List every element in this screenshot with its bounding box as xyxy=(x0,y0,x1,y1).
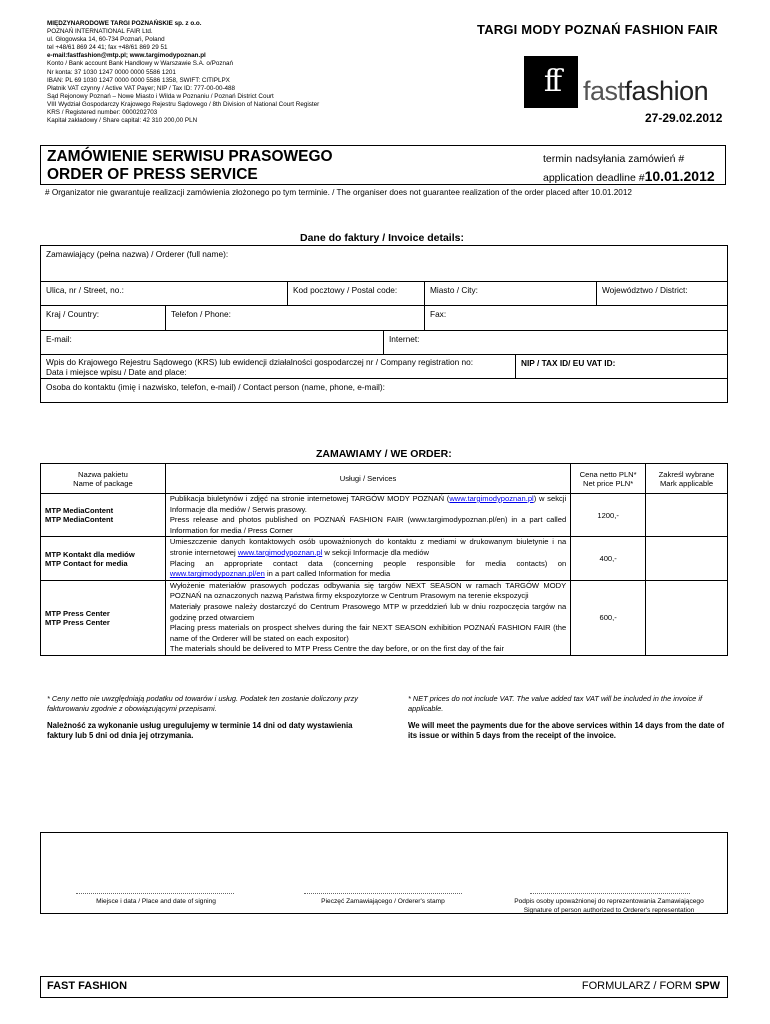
service-description: Publikacja biuletynów i zdjęć na stronie internetowej TARGÓW MODY POZNAŃ (www.targimodypoznan.pl) w sekcji Informacje dla mediów / Serwis prasowy. Press release and photos published on POZNAŃ FASHION FAIR (www.targimodypoznan.pl/en) in a part called Information for media / Press Corner xyxy=(165,494,570,537)
service-price: 600,- xyxy=(571,580,646,655)
company-phone-fax: tel +48/61 869 24 41; fax +48/61 869 29 51 xyxy=(47,44,168,52)
price-footnote-en: * NET prices do not include VAT. The value added tax VAT will be included in the invoice if applicable. xyxy=(408,694,703,713)
package-name: MTP MediaContent MTP MediaContent xyxy=(41,494,166,537)
email-field[interactable]: E-mail: xyxy=(46,334,72,344)
company-email-web: e-mail:fastfashion@mtp.pl; www.targimodypoznan.pl xyxy=(47,52,206,60)
internet-field[interactable]: Internet: xyxy=(383,331,727,354)
street-field[interactable]: Ulica, nr / Street, no.: xyxy=(46,285,124,295)
mark-header: Zakreśl wybrane Mark applicable xyxy=(646,464,728,494)
invoice-section-title: Dane do faktury / Invoice details: xyxy=(300,232,464,244)
signature-label: Podpis osoby upoważnionej do reprezentowania Zamawiającego Signature of person authorized to Orderer's representation xyxy=(514,898,704,914)
company-name-pl: MIĘDZYNARODOWE TARGI POZNAŃSKIE sp. z o.o. xyxy=(47,20,202,27)
city-field[interactable]: Miasto / City: xyxy=(424,282,596,305)
place-date-label: Miejsce i data / Place and date of signing xyxy=(96,898,216,905)
mark-checkbox[interactable] xyxy=(646,537,728,580)
email-row xyxy=(41,331,727,355)
mark-checkbox[interactable] xyxy=(646,580,728,655)
package-name: MTP Press Center MTP Press Center xyxy=(41,580,166,655)
company-capital: Kapitał zakładowy / Share capital: 42 310 200,00 PLN xyxy=(47,117,198,125)
payment-terms-pl: Należność za wykonanie usług uregulujemy w terminie 14 dni od daty wystawienia faktury lub 5 dni od dnia jej otrzymania. xyxy=(47,721,353,740)
price-footnote-pl: * Ceny netto nie uwzględniają podatku od towarów i usług. Podatek ten zostanie doliczony przy fakturowaniu zgodnie z obowiązującymi przepisami. xyxy=(47,694,359,713)
orderer-row[interactable] xyxy=(41,246,727,282)
deadline-en-text: application deadline # xyxy=(543,172,645,184)
logo-fashion: fashion xyxy=(624,76,709,106)
deadline-note: # Organizator nie gwarantuje realizacji zamówienia złożonego po tym terminie. / The organiser does not guarantee realization of the order placed after 10.01.2012 xyxy=(45,188,632,197)
deadline-label-en xyxy=(543,168,715,184)
table-row xyxy=(41,537,728,580)
mark-checkbox[interactable] xyxy=(646,494,728,537)
krs-label: Wpis do Krajowego Rejestru Sądowego (KRS) lub ewidencji działalności gospodarczej nr / Company registration no: xyxy=(46,357,474,367)
order-title-en: ORDER OF PRESS SERVICE xyxy=(47,166,258,183)
logo-fast: fast xyxy=(583,76,625,106)
fair-title: TARGI MODY POZNAŃ FASHION FAIR xyxy=(477,22,718,37)
we-order-title: ZAMAWIAMY / WE ORDER: xyxy=(316,448,452,460)
website-link[interactable]: www.targimodypoznan.pl xyxy=(449,494,534,503)
place-date-line xyxy=(76,893,234,894)
order-title-pl: ZAMÓWIENIE SERWISU PRASOWEGO xyxy=(47,148,333,165)
company-krs: KRS / Registered number: 0000202703 xyxy=(47,109,158,117)
package-header: Nazwa pakietu Name of package xyxy=(41,464,166,494)
footer-form-label: FORMULARZ / FORM SPW xyxy=(581,980,720,992)
website-link-en[interactable]: www.targimodypoznan.pl/en xyxy=(169,569,265,579)
invoice-form xyxy=(40,245,728,403)
postal-code-field[interactable]: Kod pocztowy / Postal code: xyxy=(287,282,424,305)
stamp-label: Pieczęć Zamawiającego / Orderer's stamp xyxy=(321,898,445,905)
website-link[interactable]: www.targimodypoznan.pl xyxy=(237,547,323,557)
district-field[interactable]: Województwo / District: xyxy=(596,282,727,305)
service-price: 400,- xyxy=(571,537,646,580)
signature-line xyxy=(530,893,690,894)
form-code: SPW xyxy=(694,980,720,992)
orderer-field[interactable]: Zamawiający (pełna nazwa) / Orderer (full name): xyxy=(46,249,229,259)
fax-field[interactable]: Fax: xyxy=(424,306,727,330)
service-price: 1200,- xyxy=(571,494,646,537)
country-row xyxy=(41,306,727,331)
stamp-line xyxy=(304,893,462,894)
phone-field[interactable]: Telefon / Phone: xyxy=(165,306,424,330)
package-name: MTP Kontakt dla mediów MTP Contact for media xyxy=(41,537,166,580)
registration-row xyxy=(41,355,727,379)
krs-field[interactable] xyxy=(41,355,515,378)
krs-date-label: Data i miejsce wpisu / Date and place: xyxy=(46,367,187,377)
company-court-division: VIII Wydział Gospodarczy Krajowego Rejestru Sądowego / 8th Division of National Court Register xyxy=(47,100,320,108)
table-row xyxy=(41,494,728,537)
service-description: Wyłożenie materiałów prasowych podczas odbywania się targów NEXT SEASON w ramach TARGÓW MODY POZNAŃ na oznaczonych nazwą Państwa firmy ekspozytorze w Centrum Prasowym na terenie ekspozycji Materiały prasowe należy dostarczyć do Centrum Prasowego MTP w przeddzień lub w dniu rozpoczęcia targów na godzinę przed otwarciem Placing press materials on prospect shelves during the fair NEXT SEASON exhibition POZNAŃ FASHION FAIR (the name of the Orderer will be stated on each expositor) The materials should be delivered to MTP Press Centre the day before, or on the first day of the fair xyxy=(165,580,570,655)
country-field[interactable]: Kraj / Country: xyxy=(46,309,100,319)
nip-field[interactable]: NIP / TAX ID/ EU VAT ID: xyxy=(515,355,727,378)
company-bank: Konto / Bank account Bank Handlowy w Warszawie S.A. o/Poznań xyxy=(47,60,233,68)
contact-person-field[interactable]: Osoba do kontaktu (imię i nazwisko, telefon, e-mail) / Contact person (name, phone, e-mail): xyxy=(46,382,385,392)
company-account: Nr konta: 37 1030 1247 0000 0000 5586 1201 xyxy=(47,68,176,76)
table-row xyxy=(41,580,728,655)
fastfashion-logo-mark: ff xyxy=(524,56,578,108)
contact-row xyxy=(41,379,727,402)
company-iban: IBAN: PL 69 1030 1247 0000 0000 5586 1358, SWIFT: CITIPLPX xyxy=(47,76,230,84)
fastfashion-logo-text xyxy=(583,76,708,107)
deadline-label-pl: termin nadsyłania zamówień # xyxy=(543,153,685,165)
services-table xyxy=(40,463,728,656)
company-court: Sąd Rejonowy Poznań – Nowe Miasto i Wilda w Poznaniu / Poznań District Court xyxy=(47,92,274,100)
company-info xyxy=(47,20,319,125)
services-header-row xyxy=(41,464,728,494)
service-description: Umieszczenie danych kontaktowych osób upoważnionych do kontaktu z mediami w drukowanym biuletynie i na stronie internetowej www.targimodypoznan.pl w sekcji Informacje dla mediów Placing an appropriate contact data (concerning people responsible for media contacts) on www.targimodypoznan.pl/en in a part called Information for media xyxy=(165,537,570,580)
address-row xyxy=(41,282,727,306)
price-header: Cena netto PLN* Net price PLN* xyxy=(571,464,646,494)
footer-brand: FAST FASHION xyxy=(47,980,128,992)
fair-date: 27-29.02.2012 xyxy=(645,111,723,125)
services-header: Usługi / Services xyxy=(165,464,570,494)
deadline-date: 10.01.2012 xyxy=(644,168,715,184)
company-vat: Płatnik VAT czynny / Active VAT Payer; NIP / Tax ID: 777-00-00-488 xyxy=(47,84,236,92)
company-name-en: POZNAŃ INTERNATIONAL FAIR Ltd. xyxy=(47,28,153,36)
company-address: ul. Głogowska 14, 60-734 Poznań, Poland xyxy=(47,36,165,44)
payment-terms-en: We will meet the payments due for the above services within 14 days from the date of its issue or within 5 days from the receipt of the invoice. xyxy=(408,721,725,740)
